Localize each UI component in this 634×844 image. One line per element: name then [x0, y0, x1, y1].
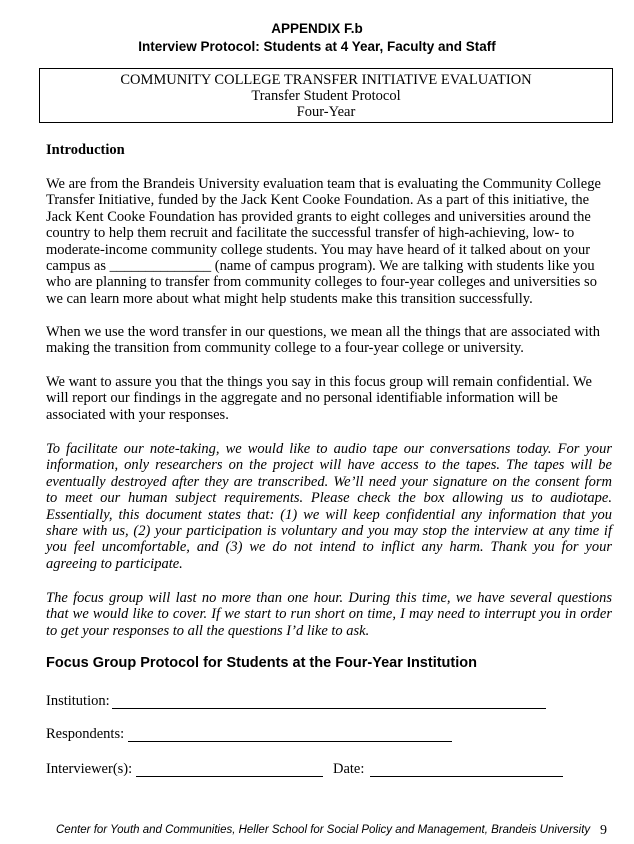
paragraph-line: Essentially, this document states that: (1) we will keep confidential any information that you — [46, 506, 612, 523]
paragraph-line: Transfer Initiative, funded by the Jack Kent Cooke Foundation. As a part of this initiative, the — [46, 192, 590, 209]
intro-paragraph-1 — [46, 176, 612, 307]
title-line-1: COMMUNITY COLLEGE TRANSFER INITIATIVE EVALUATION — [120, 72, 532, 88]
respondents-field[interactable] — [128, 741, 452, 742]
page-number: 9 — [600, 823, 607, 838]
paragraph-line: country to help them recruit and facilitate the successful transfer of high-achieving, low- to — [46, 225, 575, 242]
paragraph-line: share with us, (2) your participation is voluntary and you may stop the interview at any time if — [46, 523, 612, 540]
paragraph-line: to meet our human subject requirements. Please check the box allowing us to audiotape. — [46, 490, 612, 507]
paragraph-line: who are planning to transfer from community colleges to four-year colleges and universities so — [46, 274, 597, 291]
paragraph-line: moderate-income community college students. You may have heard of it talked about on your — [46, 241, 591, 258]
interviewers-label: Interviewer(s): — [46, 761, 133, 777]
paragraph-line: will report our findings in the aggregate and no personal identifiable information will be — [46, 390, 558, 407]
intro-paragraph-2 — [46, 324, 612, 357]
paragraph-line: eventually destroyed after they are transcribed. We’ll need your signature on the consent form — [46, 473, 612, 490]
intro-paragraph-4 — [46, 441, 612, 572]
paragraph-line: that we would like to cover. If we start to run short on time, I may need to interrupt you in order — [46, 606, 612, 623]
intro-paragraph-5 — [46, 590, 612, 639]
paragraph-line: The focus group will last no more than one hour. During this time, we have several questions — [46, 590, 612, 606]
interviewers-field[interactable] — [136, 776, 323, 777]
appendix-subtitle: Interview Protocol: Students at 4 Year, Faculty and Staff — [138, 39, 496, 54]
paragraph-line: We are from the Brandeis University evaluation team that is evaluating the Community College — [46, 176, 601, 192]
appendix-label: APPENDIX F.b — [271, 21, 363, 36]
intro-paragraph-3 — [46, 374, 612, 423]
introduction-heading: Introduction — [46, 142, 125, 158]
paragraph-line: campus as ______________ (name of campus program). We are talking with students like you — [46, 258, 595, 275]
date-label: Date: — [333, 761, 365, 777]
protocol-heading: Focus Group Protocol for Students at the Four-Year Institution — [46, 655, 477, 671]
institution-label: Institution: — [46, 693, 110, 709]
date-field[interactable] — [370, 776, 563, 777]
document-header — [0, 20, 634, 56]
paragraph-line: To facilitate our note-taking, we would like to audio tape our conversations today. For your — [46, 441, 612, 457]
respondents-label: Respondents: — [46, 726, 125, 742]
paragraph-line: agreeing to participate. — [46, 555, 183, 572]
paragraph-line: When we use the word transfer in our questions, we mean all the things that are associated with — [46, 324, 601, 340]
page-footer: Center for Youth and Communities, Heller School for Social Policy and Management, Brandeis University — [56, 824, 591, 836]
title-line-2: Transfer Student Protocol — [251, 88, 401, 104]
paragraph-line: information, only researchers on the project will have access to the tapes. The tapes will be — [46, 457, 612, 474]
paragraph-line: We want to assure you that the things you say in this focus group will remain confidential. We — [46, 374, 592, 390]
paragraph-line: associated with your responses. — [46, 406, 229, 423]
paragraph-line: to get your responses to all the questions I’d like to ask. — [46, 622, 370, 639]
paragraph-line: we can learn more about what might help students make this transition successfully. — [46, 290, 533, 307]
paragraph-line: you feel uncomfortable, and (3) we do not intend to inflict any harm. Thank you for your — [46, 539, 612, 556]
title-box — [39, 68, 613, 123]
institution-field[interactable] — [112, 708, 546, 709]
paragraph-line: Jack Kent Cooke Foundation has provided grants to eight colleges and universities around the — [46, 208, 591, 225]
paragraph-line: making the transition from community college to a four-year college or university. — [46, 340, 524, 357]
title-line-3: Four-Year — [296, 104, 356, 120]
